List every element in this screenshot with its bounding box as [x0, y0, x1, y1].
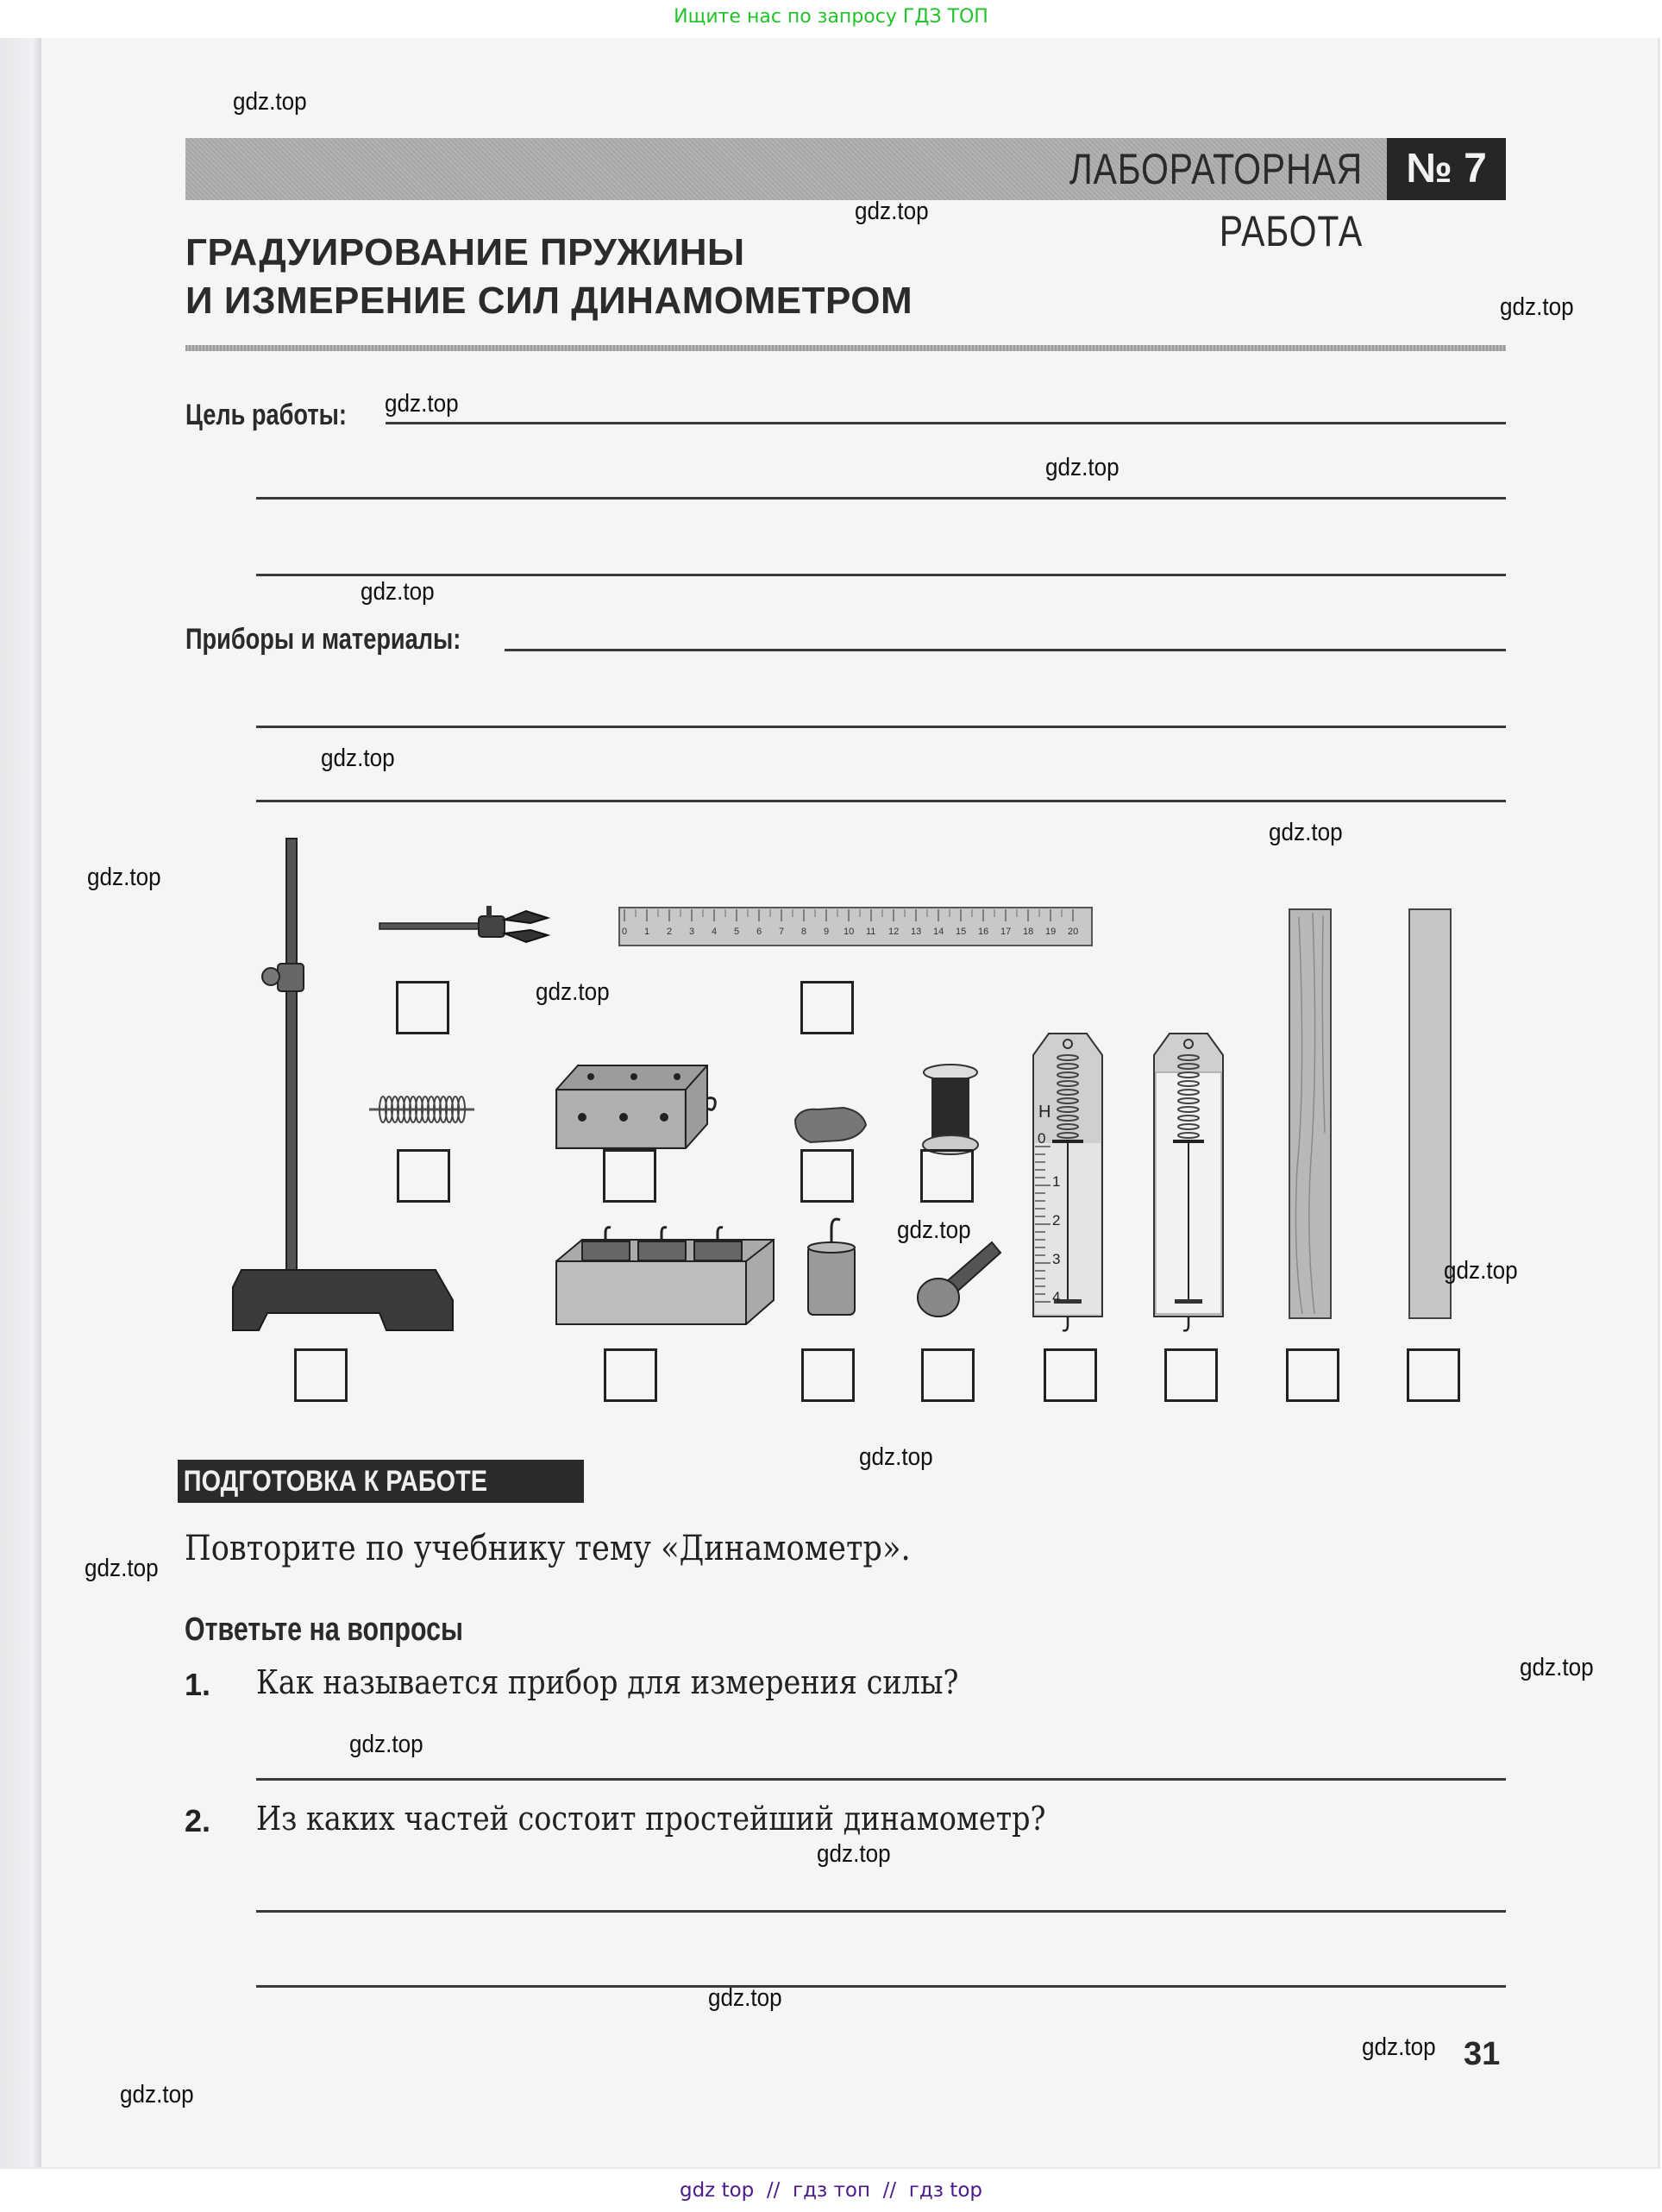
bottom-banner: [0, 2169, 1662, 2212]
question-1-answer-line[interactable]: [256, 1778, 1506, 1781]
watermark: gdz.top: [321, 745, 395, 772]
goal-answer-line[interactable]: [386, 422, 1506, 424]
wooden-strip-icon: [1289, 908, 1332, 1319]
ruler-tick: 3: [689, 927, 695, 937]
ruler-tick: 9: [824, 927, 830, 937]
ruler-tick: 14: [933, 927, 944, 937]
watermark: gdz.top: [361, 578, 435, 606]
ruler-tick: 10: [844, 927, 855, 937]
checkbox-weights-set[interactable]: [604, 1348, 657, 1402]
page-title: [185, 229, 913, 325]
materials-label: Приборы и материалы:: [185, 623, 461, 656]
stone-icon: [792, 1104, 868, 1144]
ruler-tick: 5: [734, 927, 740, 937]
ruler-tick: 19: [1045, 927, 1057, 937]
watermark: gdz.top: [1444, 1257, 1518, 1285]
ruler-tick: 13: [911, 927, 922, 937]
top-banner: [0, 0, 1662, 38]
watermark: gdz.top: [1045, 454, 1119, 481]
watermark: gdz.top: [87, 864, 161, 891]
ruler-tick-labels: [619, 927, 1094, 942]
ruler-tick: 7: [779, 927, 785, 937]
spool-icon: [921, 1064, 980, 1157]
checkbox-spool[interactable]: [920, 1149, 974, 1203]
title-line-2: И ИЗМЕРЕНИЕ СИЛ ДИНАМОМЕТРОМ: [185, 280, 913, 322]
dynamometer-tick: 4: [1052, 1289, 1061, 1305]
watermark: gdz.top: [233, 88, 307, 116]
ruler-tick: 12: [888, 927, 900, 937]
page-binding-edge: [0, 38, 41, 2167]
checkbox-ruler[interactable]: [800, 981, 854, 1034]
checkbox-stone[interactable]: [800, 1149, 854, 1203]
checkbox-dynamometer[interactable]: [1044, 1348, 1097, 1402]
watermark: gdz.top: [1362, 2033, 1436, 2061]
dynamometer-unit: Н: [1038, 1103, 1051, 1122]
materials-answer-line-3[interactable]: [256, 800, 1506, 802]
title-divider: [185, 345, 1506, 351]
ruler-tick: 11: [866, 927, 876, 937]
lab-work-number: № 7: [1387, 138, 1506, 200]
watermark: gdz.top: [349, 1731, 423, 1758]
watermark: gdz.top: [120, 2081, 194, 2108]
checkbox-blank-dynamometer[interactable]: [1164, 1348, 1218, 1402]
watermark: gdz.top: [85, 1555, 159, 1582]
weights-set-icon: [556, 1222, 776, 1326]
watermark: gdz.top: [1269, 819, 1343, 846]
cylinder-weight-icon: [803, 1211, 860, 1319]
title-line-1: ГРАДУИРОВАНИЕ ПРУЖИНЫ: [185, 231, 745, 273]
ruler-tick: 6: [756, 927, 762, 937]
page-number: 31: [1464, 2036, 1501, 2072]
bolt-icon: [914, 1234, 1002, 1320]
wooden-block-icon: [556, 1064, 733, 1150]
watermark: gdz.top: [536, 978, 610, 1006]
checkbox-paper-strip[interactable]: [1407, 1348, 1460, 1402]
watermark: gdz.top: [855, 198, 929, 225]
goal-answer-line-3[interactable]: [256, 574, 1506, 576]
dynamometer-tick: 2: [1052, 1212, 1061, 1229]
watermark: gdz.top: [385, 390, 459, 418]
ruler-tick: 2: [667, 927, 673, 937]
dynamometer-tick: 3: [1052, 1251, 1061, 1267]
ruler-tick: 4: [712, 927, 718, 937]
question-2-answer-line-2[interactable]: [256, 1985, 1506, 1988]
checkbox-wooden-strip[interactable]: [1286, 1348, 1339, 1402]
ruler-tick: 17: [1000, 927, 1012, 937]
top-banner-text: Ищите нас по запросу ГДЗ ТОП: [674, 6, 988, 28]
clamp-icon: [379, 906, 565, 947]
ruler-tick: 18: [1023, 927, 1034, 937]
checkbox-cylinder-weight[interactable]: [801, 1348, 855, 1402]
checkbox-clamp[interactable]: [396, 981, 449, 1034]
watermark: gdz.top: [897, 1216, 971, 1244]
watermark: gdz.top: [859, 1443, 933, 1471]
ruler-tick: 16: [978, 927, 989, 937]
ruler-tick: 15: [956, 927, 967, 937]
checkbox-wooden-block[interactable]: [603, 1149, 656, 1203]
ruler-tick: 1: [644, 927, 650, 937]
spring-icon: [369, 1092, 474, 1127]
instruction-text: Повторите по учебнику тему «Динамометр».: [185, 1529, 911, 1568]
dynamometer-scale-labels: [1033, 1034, 1102, 1318]
checkbox-spring[interactable]: [397, 1149, 450, 1203]
question-2-text: Из каких частей состоит простейший динамометр?: [256, 1800, 1046, 1838]
dynamometer-tick: 1: [1052, 1173, 1061, 1190]
watermark: gdz.top: [1500, 293, 1574, 321]
preparation-section-badge: [178, 1460, 584, 1503]
dynamometer-tick: 0: [1038, 1130, 1046, 1147]
question-2-number: 2.: [185, 1803, 211, 1838]
goal-answer-line-2[interactable]: [256, 497, 1506, 500]
lab-work-label: ЛАБОРАТОРНАЯ РАБОТА: [1069, 145, 1363, 255]
bottom-banner-text: gdz top // гдз топ // гдз top: [679, 2179, 982, 2202]
watermark: gdz.top: [817, 1840, 891, 1868]
ruler-tick: 0: [622, 927, 628, 937]
materials-answer-line-2[interactable]: [256, 726, 1506, 728]
goal-label: Цель работы:: [185, 399, 347, 431]
question-2-answer-line[interactable]: [256, 1910, 1506, 1913]
ruler-tick: 20: [1068, 927, 1079, 937]
blank-dynamometer-icon: [1154, 1034, 1223, 1335]
checkbox-bolt[interactable]: [921, 1348, 975, 1402]
ruler-tick: 8: [801, 927, 807, 937]
watermark: gdz.top: [1520, 1654, 1594, 1681]
preparation-badge-label: ПОДГОТОВКА К РАБОТЕ: [183, 1465, 488, 1498]
materials-answer-line[interactable]: [505, 649, 1506, 651]
question-1-number: 1.: [185, 1667, 211, 1702]
checkbox-lab-stand[interactable]: [294, 1348, 348, 1402]
question-1-text: Как называется прибор для измерения силы?: [256, 1663, 959, 1701]
watermark: gdz.top: [708, 1984, 782, 2012]
questions-heading: Ответьте на вопросы: [185, 1612, 464, 1648]
